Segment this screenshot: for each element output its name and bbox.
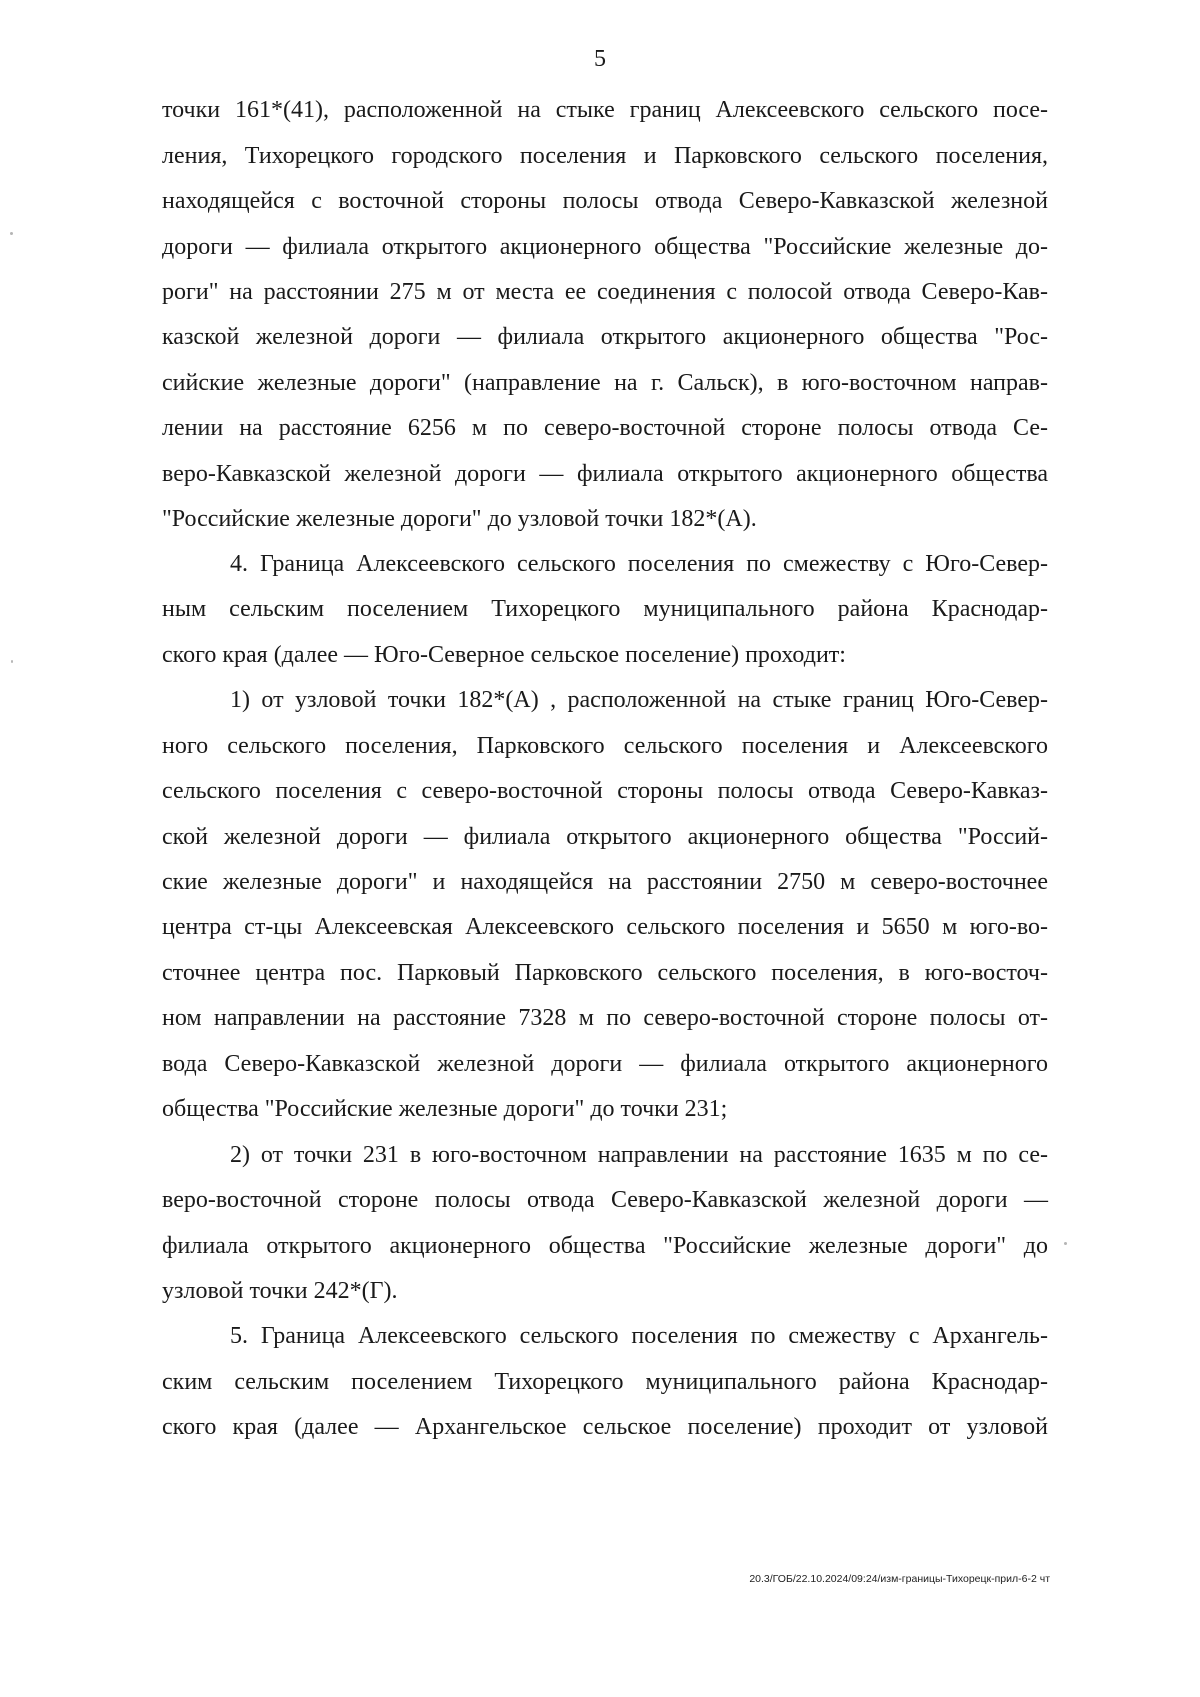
text-line: ном направлении на расстояние 7328 м по северо-восточной стороне полосы от- — [162, 1005, 1048, 1031]
text-line: ской железной дороги — филиала открытого акционерного общества "Россий- — [162, 824, 1048, 850]
text-line: казской железной дороги — филиала открытого акционерного общества "Рос- — [162, 324, 1048, 350]
text-line: филиала открытого акционерного общества "Российские железные дороги" до — [162, 1233, 1048, 1259]
text-line: ского края (далее — Юго-Северное сельское поселение) проходит: — [162, 642, 846, 668]
text-line: точки 161*(41), расположенной на стыке границ Алексеевского сельского посе- — [162, 97, 1048, 123]
text-line: сельского поселения с северо-восточной стороны полосы отвода Северо-Кавказ- — [162, 778, 1048, 804]
text-line: ским сельским поселением Тихорецкого муниципального района Краснодар- — [162, 1369, 1048, 1395]
scan-speck — [1064, 1242, 1067, 1245]
footer-file-reference: 20.3/ГОБ/22.10.2024/09:24/изм-границы-Тихорецк-прил-6-2 чт — [749, 1573, 1050, 1585]
text-line: вода Северо-Кавказской железной дороги — филиала открытого акционерного — [162, 1051, 1048, 1077]
scan-speck — [11, 660, 13, 663]
text-line: роги" на расстоянии 275 м от места ее соединения с полосой отвода Северо-Кав- — [162, 279, 1048, 305]
paragraph-first-line: 5. Граница Алексеевского сельского поселения по смежеству с Архангель- — [230, 1323, 1048, 1349]
text-line: ления, Тихорецкого городского поселения и Парковского сельского поселения, — [162, 143, 1048, 169]
text-line: сточнее центра пос. Парковый Парковского сельского поселения, в юго-восточ- — [162, 960, 1048, 986]
text-line: сийские железные дороги" (направление на г. Сальск), в юго-восточном направ- — [162, 370, 1048, 396]
text-line: ным сельским поселением Тихорецкого муниципального района Краснодар- — [162, 596, 1048, 622]
paragraph-first-line: 1) от узловой точки 182*(А) , расположенной на стыке границ Юго-Север- — [230, 687, 1048, 713]
scan-speck — [10, 232, 13, 235]
text-line: дороги — филиала открытого акционерного общества "Российские железные до- — [162, 234, 1048, 260]
text-line: ного сельского поселения, Парковского сельского поселения и Алексеевского — [162, 733, 1048, 759]
text-line: ские железные дороги" и находящейся на расстоянии 2750 м северо-восточнее — [162, 869, 1048, 895]
paragraph-first-line: 2) от точки 231 в юго-восточном направлении на расстояние 1635 м по се- — [230, 1142, 1048, 1168]
paragraph-first-line: 4. Граница Алексеевского сельского поселения по смежеству с Юго-Север- — [230, 551, 1048, 577]
text-line: находящейся с восточной стороны полосы отвода Северо-Кавказской железной — [162, 188, 1048, 214]
text-line: "Российские железные дороги" до узловой точки 182*(А). — [162, 506, 757, 532]
text-line: веро-восточной стороне полосы отвода Северо-Кавказской железной дороги — — [162, 1187, 1048, 1213]
text-line: веро-Кавказской железной дороги — филиала открытого акционерного общества — [162, 461, 1048, 487]
page-number: 5 — [594, 46, 606, 72]
text-line: узловой точки 242*(Г). — [162, 1278, 398, 1304]
text-line: центра ст-цы Алексеевская Алексеевского сельского поселения и 5650 м юго-во- — [162, 914, 1048, 940]
text-line: общества "Российские железные дороги" до точки 231; — [162, 1096, 728, 1122]
text-line: лении на расстояние 6256 м по северо-восточной стороне полосы отвода Се- — [162, 415, 1048, 441]
text-line: ского края (далее — Архангельское сельское поселение) проходит от узловой — [162, 1414, 1048, 1440]
